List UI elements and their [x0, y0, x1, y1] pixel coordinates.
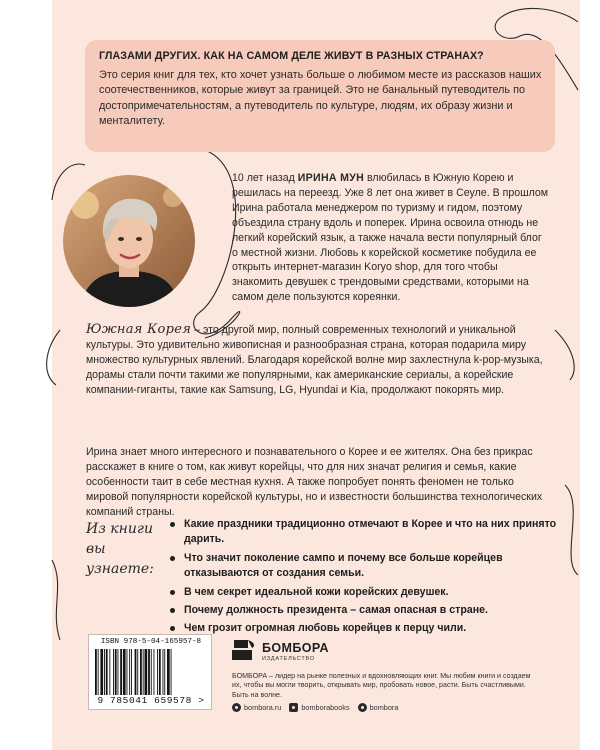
bombora-logo-icon [232, 638, 262, 662]
from-book-heading [86, 519, 166, 579]
barcode-icon [95, 649, 207, 695]
social-site[interactable] [232, 703, 281, 712]
barcode-box [88, 634, 212, 710]
book-highlights-list [170, 517, 560, 640]
social-telegram[interactable] [358, 703, 399, 712]
bio-intro: 10 лет назад [232, 172, 295, 184]
book-description: Ирина знает много интересного и познавательного о Корее и ее жителях. Она без прикрас расскажет в книге о том, как живут корейцы, что для них значат религия и семья, какие особенности таит в себе местная кухня. А также попробует понять феномен не только мировой популярности корейской культуры, но и известности большинства технологических компаний страны. [86, 446, 543, 519]
series-description: Это серия книг для тех, кто хочет узнать больше о любимом месте из рассказов наших соотечественников, которые живут за границей. Это не банальный путеводитель по достопримечательностям, а путеводитель по культуре, людям, их образу жизни и менталитету. [99, 69, 542, 128]
list-item [170, 517, 560, 548]
barcode-number: 9 785041 659578 > [97, 695, 205, 706]
isbn-label: ISBN 978-5-04-165957-8 [100, 638, 202, 646]
author-photo [63, 175, 195, 307]
vk-icon [289, 703, 298, 712]
series-info-box [85, 40, 555, 152]
bullet-icon [170, 608, 175, 613]
list-item-text: Какие праздники традиционно отмечают в Корее и что на них принято дарить. [184, 518, 557, 546]
social-telegram-label: bombora [369, 703, 399, 712]
korea-lead: Южная Корея [86, 322, 192, 337]
social-vk[interactable] [289, 703, 349, 712]
list-item [170, 621, 560, 636]
bullet-icon [170, 556, 175, 561]
korea-paragraph [86, 322, 556, 398]
publisher-subtitle: ИЗДАТЕЛЬСТВО [262, 656, 315, 662]
social-site-label: bombora.ru [244, 703, 282, 712]
left-margin [0, 0, 52, 750]
list-item [170, 551, 560, 582]
globe-icon [232, 703, 241, 712]
list-item [170, 603, 560, 618]
publisher-description: БОМБОРА – лидер на рынке полезных и вдохновляющих книг. Мы любим книги и создаем их, чтобы вы могли творить, открывать мир, пробовать новое, расти. Быть счастливыми. Быть на волне. [232, 672, 531, 699]
bullet-icon [170, 522, 175, 527]
social-vk-label: bomborabooks [301, 703, 350, 712]
list-item [170, 585, 560, 600]
list-item-text: Почему должность президента – самая опасная в стране. [184, 604, 488, 617]
author-name: ИРИНА МУН [297, 172, 365, 184]
author-bio [232, 171, 550, 305]
list-item-text: Что значит поколение сампо и почему все больше корейцев отказываются от создания семьи. [184, 551, 503, 580]
list-item-text: В чем секрет идеальной кожи корейских девушек. [184, 585, 449, 598]
bio-text: влюбилась в Южную Корею и решилась на переезд. Уже 8 лет она живет в Сеуле. В прошлом Ирина работала менеджером по туризму и гидом, поэтому объездила страну вдоль и поперек. Ирина освоила отнюдь не легкий корейский язык, а также начала вести популярный блог о местной жизни. Любовь к корейской косметике побудила ее открыть интернет-магазин Koryo shop, для того чтобы знакомить девушек с трендовыми средствами, которыми на самом деле пользуются кореянки. [232, 172, 549, 304]
series-title: ГЛАЗАМИ ДРУГИХ. КАК НА САМОМ ДЕЛЕ ЖИВУТ В РАЗНЫХ СТРАНАХ? [99, 50, 484, 62]
telegram-icon [358, 703, 367, 712]
from-book-line1: Из книги [86, 521, 153, 537]
korea-text: – это другой мир, полный современных технологий и уникальной культуры. Это удивительно живописная и разнообразная страна, которая подарила миру множество культурных явлений. Благодаря корейской волне мир захлестнула k-pop-музыка, дорамы стали почти такими же популярными, как американские сериалы, а корейские компании-гиганты, такие как Samsung, LG, Hyundai и Kia, продолжают покорять мир. [86, 324, 543, 397]
publisher-socials [232, 703, 562, 712]
from-book-line2: вы узнаете: [86, 541, 154, 577]
bullet-icon [170, 590, 175, 595]
list-item-text: Чем грозит огромная любовь корейцев к перцу чили. [184, 622, 467, 635]
publisher-name: БОМБОРА [262, 641, 329, 655]
bullet-icon [170, 626, 175, 631]
right-margin [580, 0, 600, 750]
